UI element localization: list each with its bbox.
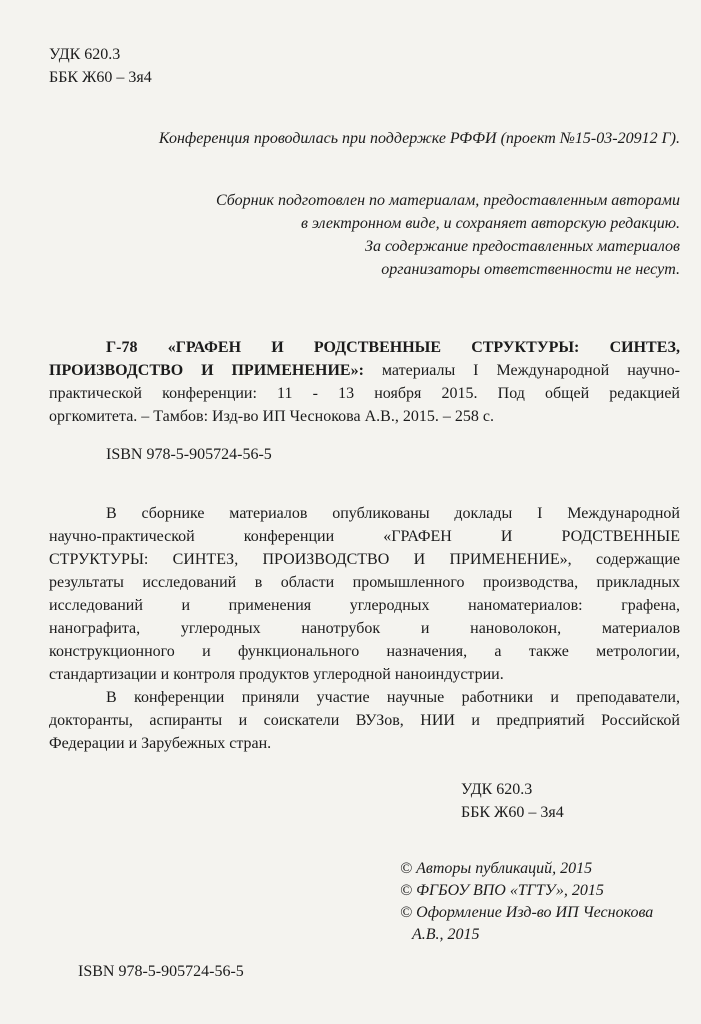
copyright-line-4: А.В., 2015	[412, 926, 480, 943]
disclaimer-line-4: организаторы ответственности не несут.	[381, 261, 680, 278]
abstract-line-6: нанографита, углеродных нанотрубок и нановолокон, материалов	[49, 620, 680, 637]
citation-line-2-rest: материалы I Международной научно-	[363, 362, 680, 379]
abstract-line-5: исследований и применения углеродных наноматериалов: графена,	[49, 597, 680, 614]
citation-title-line-2: ПРОИЗВОДСТВО И ПРИМЕНЕНИЕ»:	[49, 362, 364, 379]
isbn-bottom: ISBN 978-5-905724-56-5	[78, 963, 244, 980]
abstract-line-4: результаты исследований в области промышленного производства, прикладных	[49, 574, 680, 591]
abstract-line-8: стандартизации и контроля продуктов углеродной наноиндустрии.	[49, 666, 504, 683]
udk-code-top: УДК 620.3	[49, 46, 121, 63]
disclaimer-line-3: За содержание предоставленных материалов	[365, 238, 680, 255]
disclaimer-line-2: в электронном виде, и сохраняет авторскую редакцию.	[300, 215, 680, 232]
citation-line-2	[49, 360, 680, 381]
isbn-top: ISBN 978-5-905724-56-5	[106, 446, 272, 463]
copyright-line-3: © Оформление Изд-во ИП Чеснокова	[400, 904, 654, 921]
abstract-line-3: СТРУКТУРЫ: СИНТЕЗ, ПРОИЗВОДСТВО И ПРИМЕНЕНИЕ», содержащие	[49, 551, 680, 568]
abstract-line-9: В конференции приняли участие научные работники и преподаватели,	[106, 689, 680, 706]
copyright-line-2: © ФГБОУ ВПО «ТГТУ», 2015	[400, 882, 604, 899]
copyright-line-1: © Авторы публикаций, 2015	[400, 860, 593, 877]
abstract-line-10: докторанты, аспиранты и соискатели ВУЗов, НИИ и предприятий Российской	[49, 712, 680, 729]
bbk-code-top: ББК Ж60 – 3я4	[49, 69, 152, 86]
show-through-text	[300, 472, 308, 502]
abstract-line-7: конструкционного и функционального назначения, а также метрологии,	[49, 643, 680, 660]
bbk-code-bottom: ББК Ж60 – 3я4	[461, 804, 564, 821]
citation-line-4: оргкомитета. – Тамбов: Изд-во ИП Чеснокова А.В., 2015. – 258 с.	[49, 408, 494, 425]
citation-title-line-1: Г-78 «ГРАФЕН И РОДСТВЕННЫЕ СТРУКТУРЫ: СИНТЕЗ,	[106, 339, 680, 356]
abstract-line-11: Федерации и Зарубежных стран.	[49, 735, 272, 752]
abstract-line-1: В сборнике материалов опубликованы доклады I Международной	[106, 505, 680, 522]
citation-line-3: практической конференции: 11 - 13 ноября 2015. Под общей редакцией	[49, 385, 680, 402]
conference-support-note: Конференция проводилась при поддержке РФФИ (проект №15-03-20912 Г).	[158, 130, 680, 147]
disclaimer-line-1: Сборник подготовлен по материалам, предоставленным авторами	[215, 192, 680, 209]
abstract-line-2: научно-практической конференции «ГРАФЕН И РОДСТВЕННЫЕ	[49, 528, 680, 545]
udk-code-bottom: УДК 620.3	[461, 781, 533, 798]
